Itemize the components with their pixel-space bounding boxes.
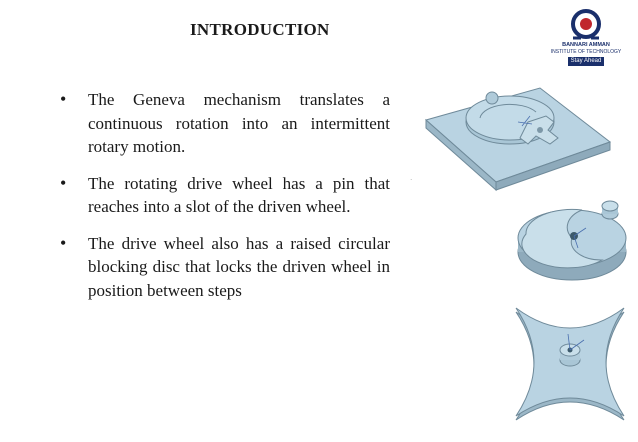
bullet-item: • The drive wheel also has a raised circular blocking disc that locks the driven wheel in position between steps — [60, 232, 390, 303]
bullet-item: • The rotating drive wheel has a pin that reaches into a slot of the driven wheel. — [60, 172, 390, 219]
geneva-assembly-image — [418, 78, 616, 200]
drive-wheel-image — [512, 190, 630, 294]
institute-logo — [542, 8, 630, 68]
logo-subtitle: INSTITUTE OF TECHNOLOGY — [550, 49, 622, 55]
bullet-item: • The Geneva mechanism translates a continuous rotation into an intermittent rotary motion. — [60, 88, 390, 159]
logo-name: BANNARI AMMAN — [562, 42, 610, 48]
logo-tagline: Stay Ahead — [568, 57, 604, 66]
logo-emblem-icon — [542, 8, 630, 42]
page-title: INTRODUCTION — [190, 20, 330, 39]
bullet-list — [60, 88, 390, 302]
stray-mark: · — [410, 176, 413, 184]
driven-wheel-image — [508, 298, 632, 426]
